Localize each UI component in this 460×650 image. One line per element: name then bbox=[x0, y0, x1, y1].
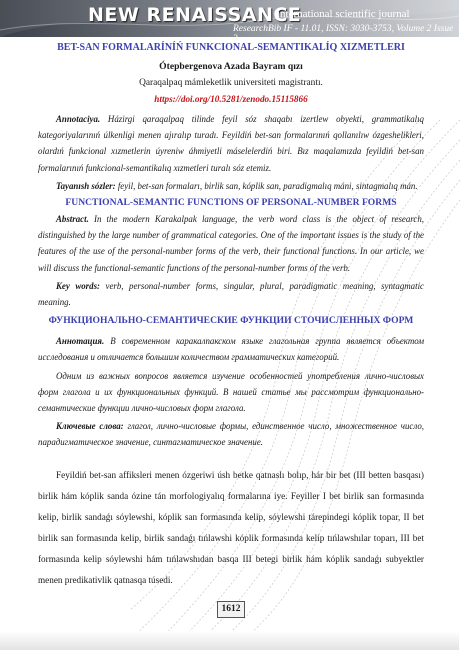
abstract-label: Abstract. bbox=[56, 214, 89, 225]
keywords-label: Tayanısh sózler: bbox=[56, 180, 116, 191]
page-number: 1612 bbox=[217, 601, 245, 618]
keywords-karakalpak bbox=[38, 178, 424, 194]
abstract-text: In the modern Karakalpak language, the verb word class is the object of research, distinguished by the large number of grammatical categories. One of the important issues is the study of the features of the use of the personal-number forms of the verb, their functional functions. In our article, we will discuss the functional-semantic functions of the personal-number forms of the verb. bbox=[38, 214, 425, 273]
journal-subtitle: international scientific journal bbox=[277, 8, 410, 20]
abstract-english bbox=[38, 211, 424, 276]
author-affiliation: Qaraqalpaq mámleketlik universiteti magistrantı. bbox=[139, 78, 323, 88]
body-paragraph: Feyildiń bet-san affiksleri menen ózgeriwi úsh betke qatnaslı bolıp, hár bir bet (III betten basqası) birlik hám kóplik sanda ózine tán morfologiyalıq formalarına iye. Feyiller I bet birlik san formasında kelip, birlik sandaǵı sóylewshi, kóplik san formasında kelip, sóylewshi tárepindegi kóplik topar, II bet birlik san formasında kelip, birlik sandaǵı tıńlawshi kóplik formasında kelip tıńlawshılar toparı, III bet formasında kelip sóylewshi hám tıńlawshıdan basqa III betegi birlik hám kóplik sandaǵı subyektler menen predikativlik qatnasqa túsedi. bbox=[38, 469, 424, 585]
journal-meta: ResearchBib IF - 11.01, ISSN: 3030-3753, Volume 2 Issue 3 bbox=[233, 24, 454, 44]
ru-keywords-label: Ключевые слова: bbox=[56, 421, 124, 432]
annotation-text: Házirgi qaraqalpaq tilinde feyil sóz shaqabı izertlew obyekti, grammatikalıq kategoriyalarınıń úlkenligi menen ajıralıp turadı. Feyildiń bet-san formalarınıń qollanılıw ózgeshelikleri, olardıń funkcional xızmetlerin úyreniw áhmiyetli máselelerdiń biri. Bız maqalamızda feyildiń bet-san formalarınıń funkcional-semantikalıq xızmetleri turalı sóz etemiz. bbox=[38, 114, 424, 173]
article-title: BET-SAN FORMALARÍNÍŃ FUNKCIONAL-SEMANTIKALÍQ XIZMETLERI bbox=[57, 42, 405, 53]
ru-annotation-label: Аннотация. bbox=[56, 336, 105, 347]
annotation-karakalpak bbox=[38, 111, 424, 176]
russian-paragraph-2: Одним из важных вопросов является изучение особенностей употребления лично-числовых форм глагола и их функциональных функций. В нашей статье мы рассмотрим функционально-семантические функции лично-числовых форм глагола. bbox=[38, 370, 424, 414]
footer-bar bbox=[0, 631, 459, 650]
key-words-text: verb, personal-number forms, singular, plural, paradigmatic meaning, syntagmatic meaning. bbox=[38, 280, 424, 308]
journal-brand-name: NEW RENAISSANCE bbox=[88, 4, 302, 26]
article-content bbox=[38, 40, 424, 591]
russian-section-title: ФУНКЦИОНАЛЬНО-СЕМАНТИЧЕСКИЕ ФУНКЦИИ СТОЧИСЛЕННЫХ ФОРМ bbox=[48, 315, 414, 327]
annotation-label: Annotaciya. bbox=[56, 114, 101, 124]
ru-annotation-text: В современном каракалпакском языке глагольная группа является объектом исследования и отличается большим количеством грамматических категорий. bbox=[38, 336, 425, 363]
annotation-russian bbox=[38, 333, 424, 365]
keywords-text: feyil, bet-san formaları, birlik san, kóplik san, paradigmalıq máni, sintagmalıq mán. bbox=[117, 180, 418, 191]
doi-link[interactable]: https://doi.org/10.5281/zenodo.15115866 bbox=[154, 94, 308, 104]
article-author: Ótepbergenova Azada Bayram qızı bbox=[159, 61, 303, 72]
key-words-label: Key words: bbox=[56, 280, 100, 291]
keywords-english bbox=[38, 278, 424, 310]
english-section-title: FUNCTIONAL-SEMANTIC FUNCTIONS OF PERSONAL-NUMBER FORMS bbox=[65, 197, 397, 209]
ru-keywords-text: глагол, лично-числовые формы, единственное число, множественное число, парадигматическое значение, синтагматическое значение. bbox=[38, 421, 424, 448]
journal-header-banner bbox=[0, 0, 459, 44]
keywords-russian bbox=[38, 418, 424, 450]
